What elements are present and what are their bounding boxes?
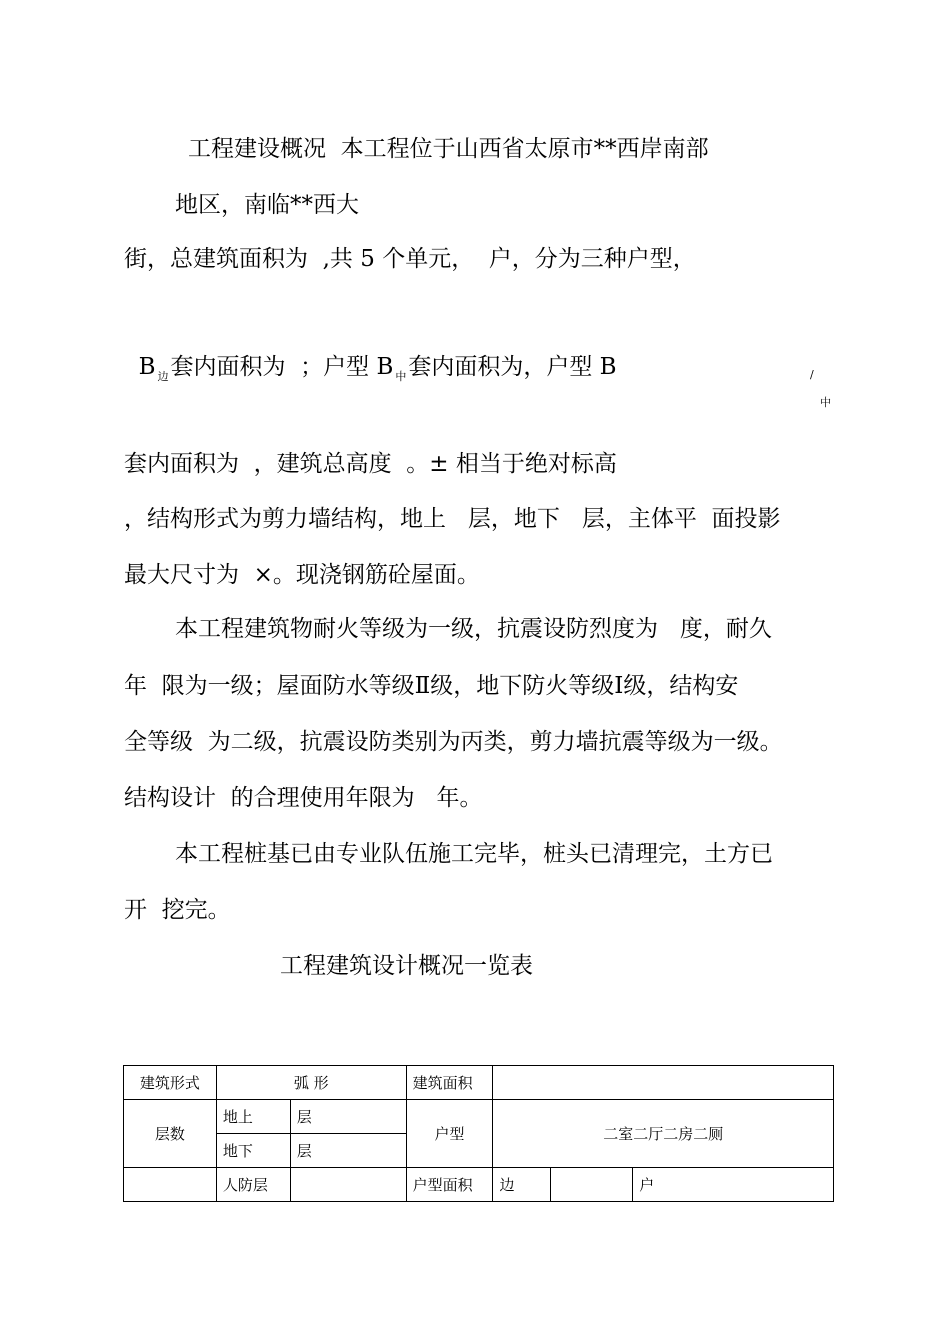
- paragraph-12: 本工程桩基已由专业队伍施工完毕，桩头已清理完，土方已: [175, 841, 773, 867]
- cell-label-civil-defense: 人防层: [216, 1168, 290, 1202]
- cell-civil-defense-value: [290, 1168, 406, 1202]
- cell-label-form: 建筑形式: [124, 1066, 217, 1100]
- cell-edge-value: [551, 1168, 633, 1202]
- cell-form-value: 弧 形: [216, 1066, 406, 1100]
- subscript-zhong: 中: [395, 370, 407, 383]
- paragraph-13: 开 挖完。: [124, 897, 231, 923]
- paragraph-11: 结构设计 的合理使用年限为 年。: [124, 785, 483, 811]
- cell-label-floors: 层数: [124, 1100, 217, 1168]
- cell-label-unit-type: 户型: [406, 1100, 493, 1168]
- note-slash: /: [810, 368, 814, 381]
- paragraph-3: 街，总建筑面积为 ,共 5 个单元， 户，分为三种户型，: [124, 246, 696, 272]
- paragraph-5: 套内面积为 ，建筑总高度 。± 相当于绝对标高: [124, 451, 617, 477]
- unit-b-label: B: [138, 354, 156, 380]
- unit-b-tail: ，户型 B: [523, 354, 617, 380]
- cell-empty: [124, 1168, 217, 1202]
- paragraph-1: 工程建设概况 本工程位于山西省太原市**西岸南部: [188, 136, 709, 162]
- table-row: [124, 1100, 834, 1134]
- cell-edge: 边: [493, 1168, 551, 1202]
- paragraph-9: 年 限为一级；屋面防水等级Ⅱ级，地下防火等级Ⅰ级，结构安: [124, 673, 739, 699]
- cell-area-value: [493, 1066, 834, 1100]
- paragraph-7: 最大尺寸为 ×。现浇钢筋砼屋面。: [124, 562, 480, 588]
- paragraph-8: 本工程建筑物耐火等级为一级，抗震设防烈度为 度，耐久: [175, 616, 772, 642]
- unit-b-text: 套内面积为 ；户型 B: [170, 354, 394, 380]
- subscript-bian: 边: [157, 370, 169, 383]
- cell-household: 户: [633, 1168, 834, 1202]
- paragraph-6: ，结构形式为剪力墙结构，地上 层，地下 层，主体平 面投影: [124, 506, 781, 532]
- cell-above-ground: 地上: [216, 1100, 290, 1134]
- table-row: [124, 1168, 834, 1202]
- paragraph-10: 全等级 为二级，抗震设防类别为丙类，剪力墙抗震等级为一级。: [124, 729, 783, 755]
- cell-unit-type-value: 二室二厅二房二厕: [493, 1100, 834, 1168]
- paragraph-2: 地区，南临**西大: [175, 192, 359, 218]
- cell-below-ground: 地下: [216, 1134, 290, 1168]
- unit-b-area-text: 套内面积为: [408, 354, 524, 380]
- cell-label-unit-area: 户型面积: [406, 1168, 493, 1202]
- note-zhong: 中: [820, 396, 831, 409]
- overview-table: [123, 1065, 834, 1202]
- paragraph-4: [124, 325, 617, 385]
- cell-below-ground-unit: 层: [290, 1134, 406, 1168]
- table-row: [124, 1066, 834, 1100]
- table-title: 工程建筑设计概况一览表: [280, 953, 533, 979]
- cell-above-ground-unit: 层: [290, 1100, 406, 1134]
- cell-label-area: 建筑面积: [406, 1066, 493, 1100]
